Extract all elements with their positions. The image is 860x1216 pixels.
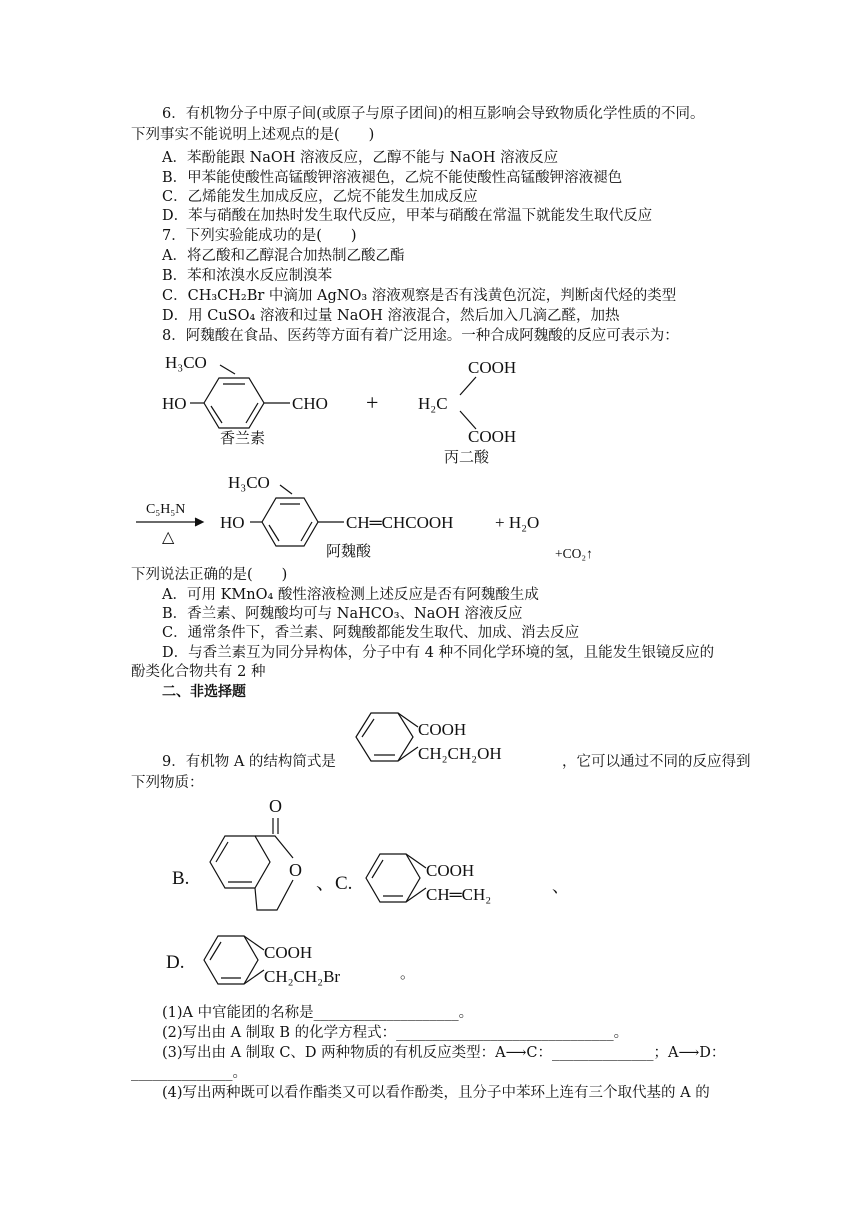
label-d: D. bbox=[166, 952, 185, 973]
malonic-name: 丙二酸 bbox=[444, 450, 490, 466]
q9-part-2: (2)写出由 A 制取 B 的化学方程式：______________________________。 bbox=[162, 1025, 629, 1041]
reaction-arrow bbox=[134, 498, 214, 548]
q7-option-b: B．苯和浓溴水反应制溴苯 bbox=[162, 268, 333, 284]
heat-symbol: △ bbox=[162, 529, 175, 546]
q8-stem: 8．阿魏酸在食品、医药等方面有着广泛用途。一种合成阿魏酸的反应可表示为： bbox=[162, 328, 679, 344]
q6-stem: 6．有机物分子中原子间(或原子与原子团间)的相互影响会导致物质化学性质的不同。 bbox=[162, 106, 705, 122]
compound-d-structure bbox=[200, 930, 400, 995]
q9-part-4: (4)写出两种既可以看作酯类又可以看作酚类，且分子中苯环上连有三个取代基的 A 的 bbox=[162, 1085, 710, 1101]
compound-c-structure bbox=[362, 848, 542, 913]
q6-option-b: B．甲苯能使酸性高锰酸钾溶液褪色，乙烷不能使酸性高锰酸钾溶液褪色 bbox=[162, 170, 623, 186]
vanillin-och3: H₃CO bbox=[165, 353, 207, 372]
q7-option-c: C．CH₃CH₂Br 中滴加 AgNO₃ 溶液观察是否有浅黄色沉淀，判断卤代烃的类型 bbox=[162, 288, 677, 304]
malonic-top-cooh: COOH bbox=[468, 358, 517, 377]
label-b: B. bbox=[172, 868, 190, 889]
malonic-bottom-cooh: COOH bbox=[468, 427, 517, 446]
q7-option-d: D．用 CuSO₄ 溶液和过量 NaOH 溶液混合，然后加入几滴乙醛，加热 bbox=[162, 308, 620, 324]
q9-part-3: (3)写出由 A 制取 C、D 两种物质的有机反应类型：A⟶C：______________；A⟶D： bbox=[162, 1045, 726, 1061]
end-mark: 。 bbox=[400, 964, 416, 982]
compound-b-ring-o: O bbox=[289, 860, 302, 880]
plus-sign: + bbox=[366, 390, 379, 415]
separator-c: 、C. bbox=[316, 873, 353, 894]
section-heading: 二、非选择题 bbox=[162, 684, 246, 700]
malonic-acid-structure bbox=[416, 355, 556, 470]
q8-option-c: C．通常条件下，香兰素、阿魏酸都能发生取代、加成、消去反应 bbox=[162, 625, 580, 641]
compound-c-chain: CH═CH₂ bbox=[426, 885, 492, 904]
co2-product: +CO₂↑ bbox=[555, 546, 593, 561]
vanillin-structure bbox=[160, 346, 360, 446]
compound-b-structure bbox=[205, 792, 325, 932]
ferulic-och3: H₃CO bbox=[228, 473, 270, 492]
compound-a-chain: CH₂CH₂OH bbox=[418, 744, 502, 763]
q8-option-d: D．与香兰素互为同分异构体，分子中有 4 种不同化学环境的氢，且能发生银镜反应的 bbox=[162, 645, 715, 661]
compound-a-structure bbox=[352, 707, 542, 779]
q8-option-d-cont: 酚类化合物共有 2 种 bbox=[131, 664, 266, 680]
compound-d-chain: CH₂CH₂Br bbox=[264, 967, 341, 986]
q6-option-d: D．苯与硝酸在加热时发生取代反应，甲苯与硝酸在常温下就能发生取代反应 bbox=[162, 208, 653, 224]
malonic-ch2: H₂C bbox=[418, 394, 448, 413]
separator-2: 、 bbox=[552, 877, 569, 897]
compound-a-cooh: COOH bbox=[418, 720, 467, 739]
q9-stem-pre: 9．有机物 A 的结构简式是 bbox=[162, 754, 336, 770]
catalyst-label: C₅H₅N bbox=[146, 502, 186, 517]
ferulic-acid-structure bbox=[218, 470, 518, 562]
q9-stem-post: ，它可以通过不同的反应得到 bbox=[562, 754, 751, 770]
water-product: + H₂O bbox=[495, 513, 540, 532]
vanillin-name: 香兰素 bbox=[220, 431, 266, 447]
compound-d-cooh: COOH bbox=[264, 943, 313, 962]
q8-question: 下列说法正确的是( ) bbox=[131, 567, 288, 583]
vanillin-cho: CHO bbox=[292, 394, 328, 413]
q9-part-1: (1)A 中官能团的名称是____________________。 bbox=[162, 1005, 474, 1021]
q8-option-a: A．可用 KMnO₄ 酸性溶液检测上述反应是否有阿魏酸生成 bbox=[162, 587, 539, 603]
q6-stem-2: 下列事实不能说明上述观点的是( ) bbox=[131, 127, 375, 143]
q7-stem: 7．下列实验能成功的是( ) bbox=[162, 228, 357, 244]
q9-part-3-cont: ______________。 bbox=[131, 1065, 247, 1081]
q8-option-b: B．香兰素、阿魏酸均可与 NaHCO₃、NaOH 溶液反应 bbox=[162, 606, 523, 622]
compound-b-carbonyl-o: O bbox=[269, 796, 282, 816]
q6-option-a: A．苯酚能跟 NaOH 溶液反应，乙醇不能与 NaOH 溶液反应 bbox=[162, 150, 559, 166]
vanillin-oh: HO bbox=[162, 394, 187, 413]
q9-stem-2: 下列物质： bbox=[131, 775, 204, 791]
ferulic-chain: CH═CHCOOH bbox=[346, 513, 454, 532]
q6-option-c: C．乙烯能发生加成反应，乙烷不能发生加成反应 bbox=[162, 189, 478, 205]
compound-c-cooh: COOH bbox=[426, 861, 475, 880]
ferulic-oh: HO bbox=[220, 513, 245, 532]
ferulic-name: 阿魏酸 bbox=[326, 544, 372, 560]
q7-option-a: A．将乙酸和乙醇混合加热制乙酸乙酯 bbox=[162, 248, 405, 264]
